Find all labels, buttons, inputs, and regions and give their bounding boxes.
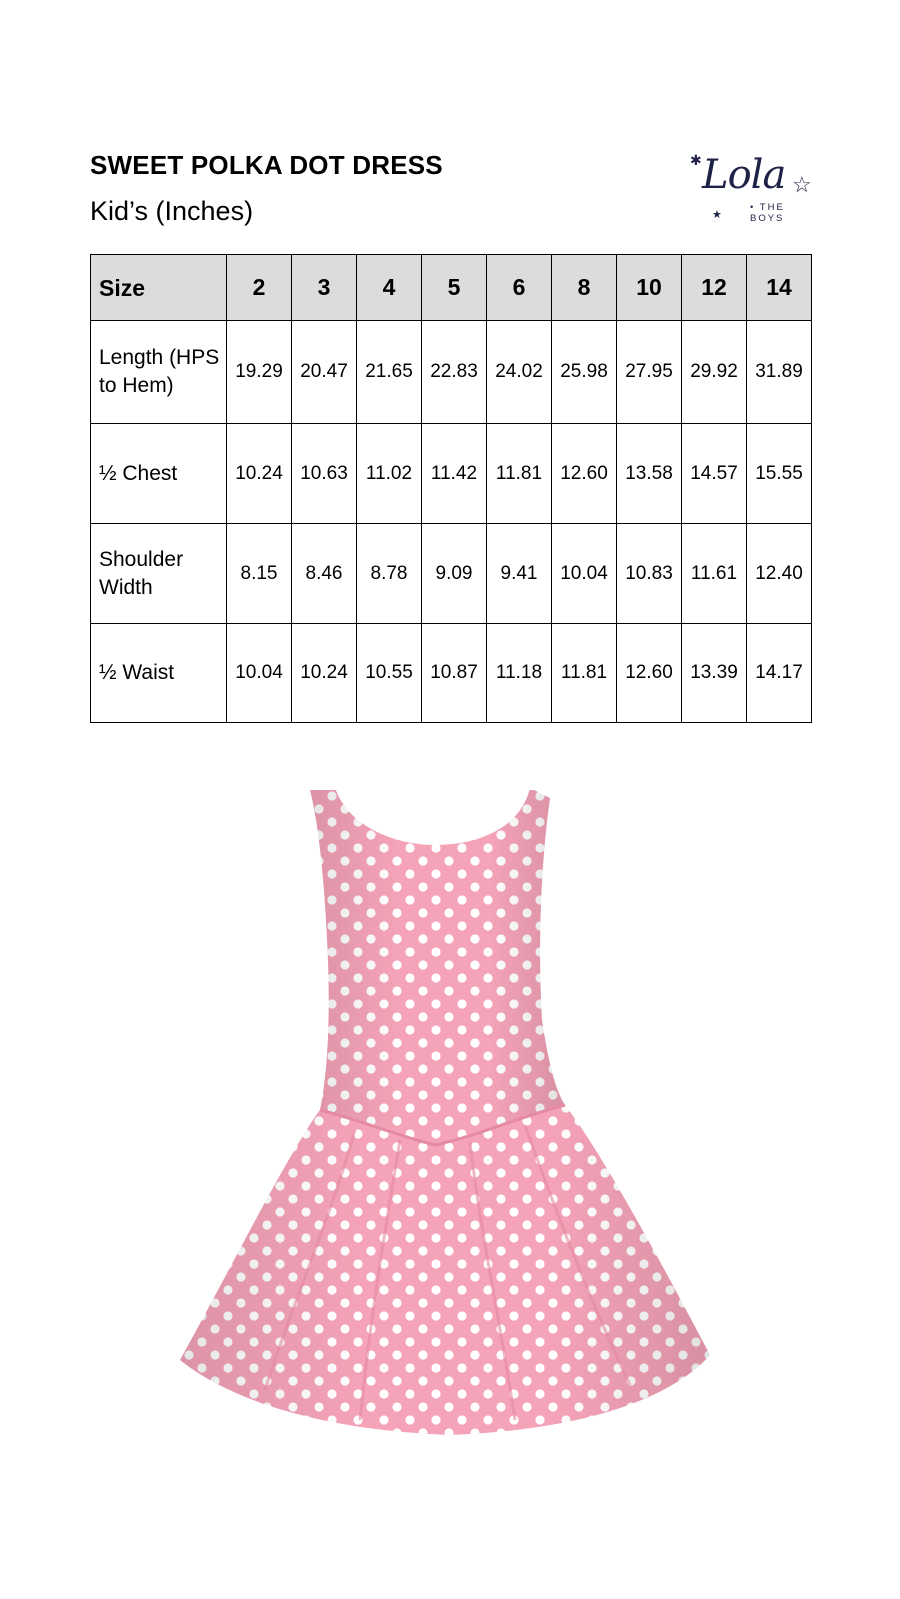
column-header: 2	[227, 255, 292, 321]
table-cell: 10.63	[292, 424, 357, 524]
star-outline-icon: ☆	[792, 172, 812, 197]
table-row	[91, 524, 812, 624]
column-header: 6	[487, 255, 552, 321]
table-cell: 24.02	[487, 321, 552, 424]
polka-dot-dress-illustration	[170, 790, 730, 1465]
table-cell: 11.42	[422, 424, 487, 524]
row-label: Shoulder Width	[91, 524, 227, 624]
table-cell: 29.92	[682, 321, 747, 424]
dress-image	[170, 790, 730, 1465]
table-cell: 11.02	[357, 424, 422, 524]
table-cell: 25.98	[552, 321, 617, 424]
table-header-row	[91, 255, 812, 321]
table-cell: 10.24	[292, 624, 357, 723]
table-cell: 11.61	[682, 524, 747, 624]
table-cell: 10.83	[617, 524, 682, 624]
column-header: 8	[552, 255, 617, 321]
column-header: 3	[292, 255, 357, 321]
column-header: 14	[747, 255, 812, 321]
row-label: ½ Chest	[91, 424, 227, 524]
logo-name: Lola	[702, 152, 786, 198]
table-row	[91, 321, 812, 424]
table-cell: 15.55	[747, 424, 812, 524]
table-cell: 8.15	[227, 524, 292, 624]
table-cell: 31.89	[747, 321, 812, 424]
page-subtitle: Kid’s (Inches)	[90, 196, 254, 226]
table-cell: 10.87	[422, 624, 487, 723]
table-cell: 9.09	[422, 524, 487, 624]
table-row	[91, 424, 812, 524]
column-header: 10	[617, 255, 682, 321]
table-cell: 11.81	[487, 424, 552, 524]
table-cell: 22.83	[422, 321, 487, 424]
row-label: Length (HPS to Hem)	[91, 321, 227, 424]
row-label: ½ Waist	[91, 624, 227, 723]
star-icon: ★	[712, 209, 722, 221]
table-cell: 12.60	[552, 424, 617, 524]
table-cell: 10.55	[357, 624, 422, 723]
table-cell: 12.60	[617, 624, 682, 723]
table-cell: 21.65	[357, 321, 422, 424]
size-chart-table	[90, 254, 812, 723]
table-cell: 10.04	[227, 624, 292, 723]
table-cell: 19.29	[227, 321, 292, 424]
table-cell: 11.81	[552, 624, 617, 723]
table-cell: 14.17	[747, 624, 812, 723]
logo-tagline: • THE BOYS	[750, 202, 785, 224]
table-cell: 14.57	[682, 424, 747, 524]
table-cell: 13.58	[617, 424, 682, 524]
table-cell: 10.04	[552, 524, 617, 624]
table-cell: 20.47	[292, 321, 357, 424]
table-cell: 8.46	[292, 524, 357, 624]
column-header: 4	[357, 255, 422, 321]
table-cell: 11.18	[487, 624, 552, 723]
table-cell: 27.95	[617, 321, 682, 424]
table-cell: 13.39	[682, 624, 747, 723]
asterisk-icon: ✱	[690, 152, 702, 168]
table-cell: 8.78	[357, 524, 422, 624]
table-row	[91, 624, 812, 723]
column-header: 12	[682, 255, 747, 321]
column-header: 5	[422, 255, 487, 321]
table-cell: 10.24	[227, 424, 292, 524]
brand-logo	[690, 152, 816, 222]
table-cell: 12.40	[747, 524, 812, 624]
table-cell: 9.41	[487, 524, 552, 624]
column-header: Size	[91, 255, 227, 321]
page-title: SWEET POLKA DOT DRESS	[90, 150, 443, 180]
